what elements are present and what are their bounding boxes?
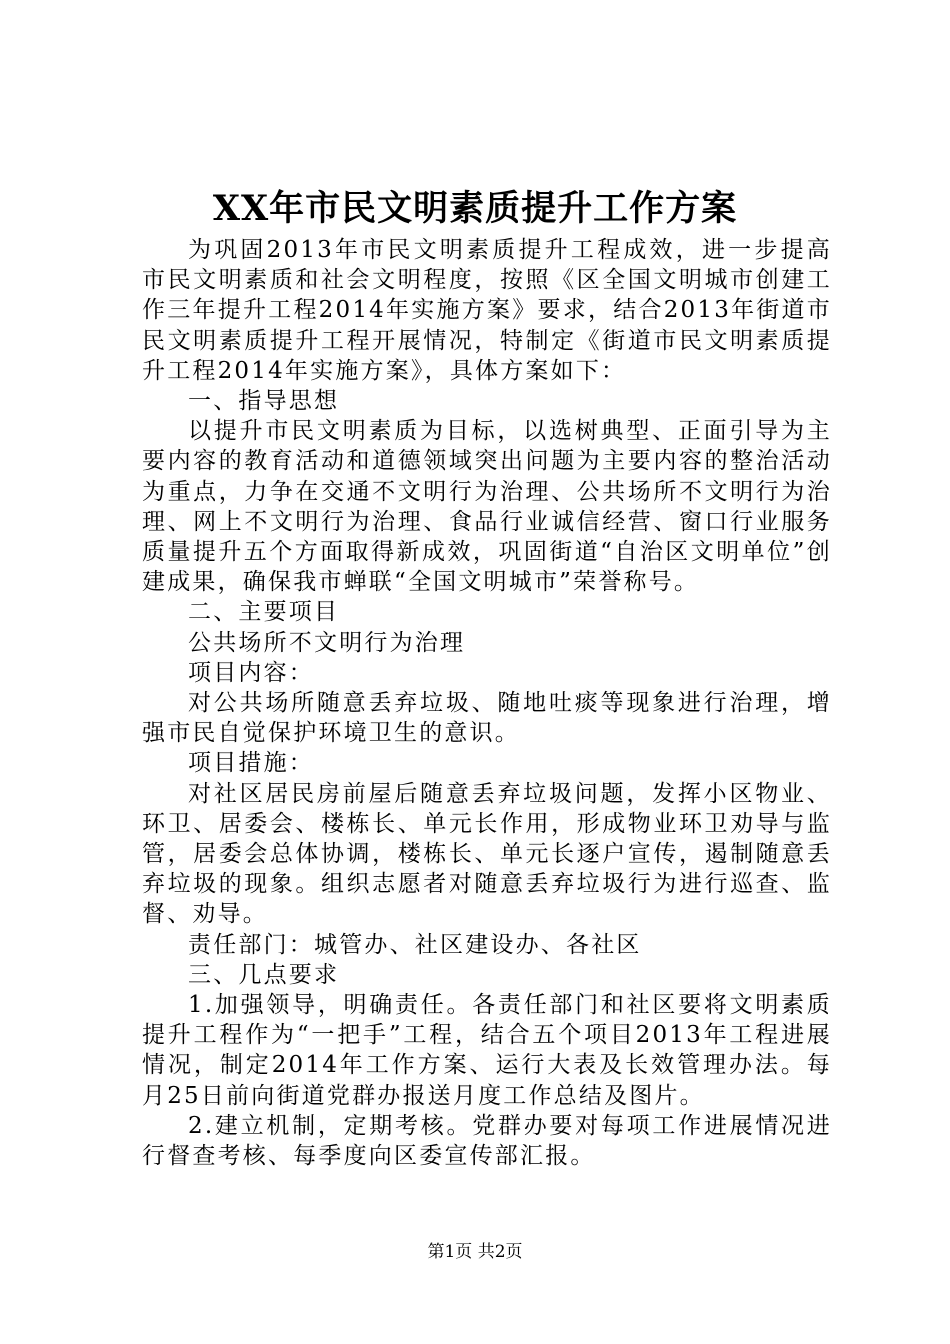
responsible-departments: 责任部门：城管办、社区建设办、各社区 (188, 931, 642, 958)
project-measures-paragraph: 对社区居民房前屋后随意丢弃垃圾问题，发挥小区物业、环卫、居委会、楼栋长、单元长作用，形成物业环卫劝导与监管，居委会总体协调，楼栋长、单元长逐户宣传，遏制随意丢弃垃圾的现象。组织志愿者对随意丢弃垃圾行为进行巡查、监督、劝导。 (142, 780, 832, 928)
project-measures-label: 项目措施： (188, 750, 314, 777)
project-content-label: 项目内容： (188, 659, 314, 686)
document-title: XX年市民文明素质提升工作方案 (212, 188, 738, 229)
project-name: 公共场所不文明行为治理 (188, 629, 466, 656)
guiding-ideology-paragraph: 以提升市民文明素质为目标，以选树典型、正面引导为主要内容的教育活动和道德领域突出问题为主要内容的整治活动为重点，力争在交通不文明行为治理、公共场所不文明行为治理、网上不文明行为治理、食品行业诚信经营、窗口行业服务质量提升五个方面取得新成效，巩固街道“自治区文明单位”创建成果，确保我市蝉联“全国文明城市”荣誉称号。 (142, 418, 832, 596)
project-content-paragraph: 对公共场所随意丢弃垃圾、随地吐痰等现象进行治理，增强市民自觉保护环境卫生的意识。 (142, 690, 832, 747)
section-heading-guiding-ideology: 一、指导思想 (188, 388, 340, 415)
requirement-item-1: 1.加强领导，明确责任。各责任部门和社区要将文明素质提升工程作为“一把手”工程，结合五个项目2013年工程进展情况，制定2014年工作方案、运行大表及长效管理办法。每月25日前向街道党群办报送月度工作总结及图片。 (142, 992, 832, 1109)
section-heading-main-projects: 二、主要项目 (188, 599, 340, 626)
page-footer: 第1页 共2页 (427, 1242, 523, 1262)
intro-paragraph: 为巩固2013年市民文明素质提升工程成效，进一步提高市民文明素质和社会文明程度，按照《区全国文明城市创建工作三年提升工程2014年实施方案》要求，结合2013年街道市民文明素质提升工程开展情况，特制定《街道市民文明素质提升工程2014年实施方案》，具体方案如下： (142, 237, 832, 384)
section-heading-requirements: 三、几点要求 (188, 961, 340, 988)
requirement-item-2: 2.建立机制，定期考核。党群办要对每项工作进展情况进行督查考核、每季度向区委宣传部汇报。 (142, 1112, 832, 1170)
document-body (142, 235, 832, 1171)
